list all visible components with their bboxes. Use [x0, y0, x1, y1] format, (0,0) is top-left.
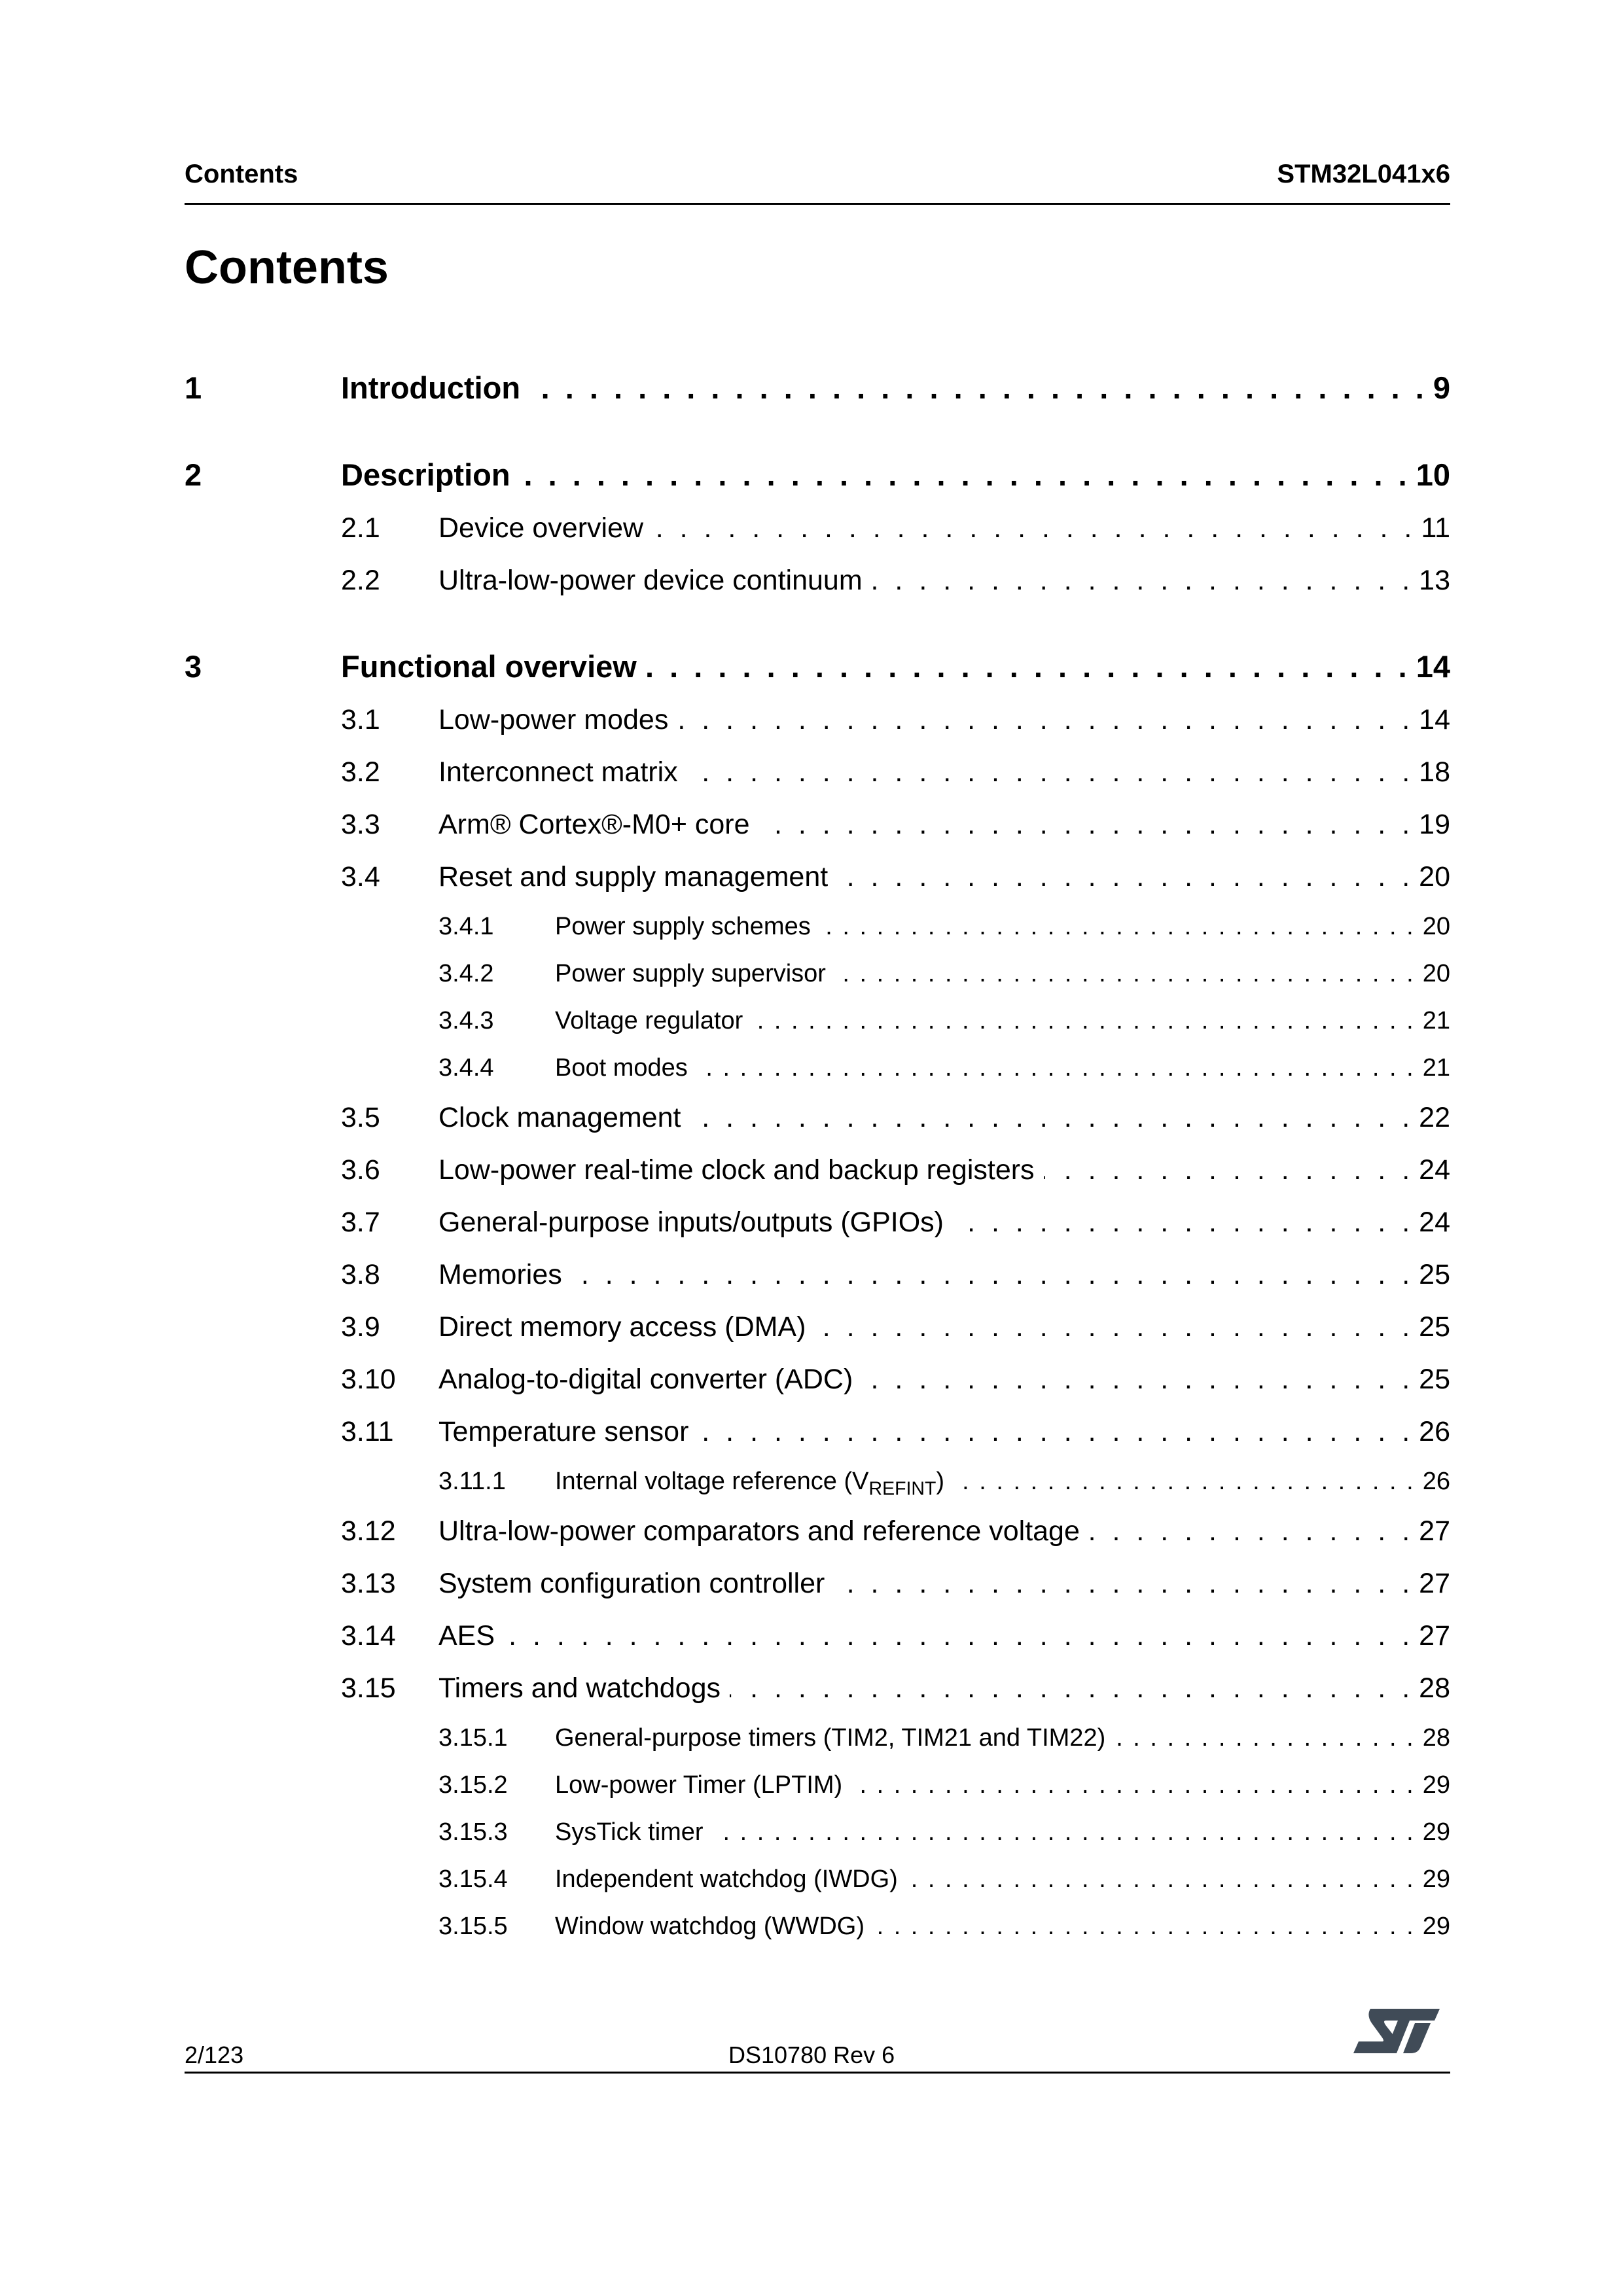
toc-entry[interactable] — [185, 1144, 1450, 1196]
toc-entry-page[interactable]: 9 — [1433, 370, 1450, 405]
toc-entry[interactable] — [185, 1610, 1450, 1662]
dot-leader — [815, 1311, 1410, 1343]
dot-leader — [759, 809, 1410, 841]
dot-leader — [687, 756, 1410, 788]
toc-entry-title[interactable] — [438, 1154, 1035, 1186]
st-logo-icon — [1352, 2007, 1444, 2055]
toc-entry-title[interactable] — [555, 1771, 842, 1799]
toc-entry-number: 2.2 — [341, 564, 380, 596]
toc-entry[interactable] — [185, 1248, 1450, 1301]
toc-entry-title[interactable] — [555, 913, 811, 941]
toc-entry[interactable] — [185, 639, 1450, 694]
header-part-number: STM32L041x6 — [1277, 160, 1450, 188]
toc-entry-title-text: Low-power real-time clock and backup registers — [438, 1154, 1035, 1186]
toc-entry-number: 2.1 — [341, 512, 380, 544]
dot-leader — [953, 1207, 1410, 1239]
toc-entry-number: 3.4.2 — [438, 959, 494, 987]
toc-entry-title-text: Memories — [438, 1258, 562, 1290]
toc-entry-number: 3.5 — [341, 1101, 380, 1133]
toc-entry-number: 3.15.1 — [438, 1723, 508, 1752]
toc-entry-page[interactable]: 28 — [1419, 1672, 1450, 1704]
toc-entry-number: 3.15.5 — [438, 1912, 508, 1940]
toc-entry-title-text: Temperature sensor — [438, 1415, 689, 1447]
toc-entry-page[interactable]: 29 — [1422, 1818, 1450, 1846]
toc-entry[interactable] — [185, 1091, 1450, 1144]
dot-leader — [529, 370, 1424, 406]
toc-entry-title-text: Ultra-low-power comparators and reference voltage — [438, 1515, 1080, 1547]
toc-entry-title[interactable] — [555, 1865, 898, 1894]
toc-entry-title[interactable] — [438, 1515, 1080, 1547]
toc-entry-title-text: Power supply schemes — [555, 912, 811, 940]
dot-leader — [835, 960, 1414, 988]
toc-entry-title[interactable] — [555, 1818, 704, 1846]
toc-entry-page[interactable]: 11 — [1421, 512, 1450, 544]
toc-entry[interactable] — [185, 1353, 1450, 1405]
toc-entry-title[interactable] — [438, 1207, 944, 1239]
toc-entry-page[interactable]: 20 — [1419, 860, 1450, 892]
footer-rule — [185, 2072, 1450, 2074]
dot-leader — [690, 1102, 1410, 1134]
toc-entry-page[interactable]: 25 — [1419, 1311, 1450, 1343]
toc-entry-number: 3.12 — [341, 1515, 396, 1547]
toc-entry-title[interactable] — [438, 1311, 806, 1343]
dot-leader — [907, 1865, 1414, 1894]
toc-entry-title[interactable] — [341, 370, 520, 406]
toc-entry[interactable] — [185, 448, 1450, 502]
toc-entry[interactable] — [185, 950, 1450, 997]
running-header — [185, 160, 1450, 194]
toc-entry-title-text: Analog-to-digital converter (ADC) — [438, 1363, 853, 1395]
toc-entry-title[interactable] — [438, 1102, 681, 1134]
header-section: Contents — [185, 160, 298, 188]
toc-entry-title[interactable] — [555, 1007, 743, 1035]
toc-entry[interactable] — [185, 903, 1450, 950]
toc-entry-title-end: ) — [936, 1467, 945, 1495]
toc-entry-number: 3.10 — [341, 1363, 396, 1395]
toc-entry-number: 2 — [185, 457, 202, 492]
dot-leader — [874, 1913, 1414, 1941]
dot-leader — [713, 1818, 1414, 1846]
dot-leader — [1089, 1515, 1410, 1547]
toc-entry-page[interactable]: 20 — [1422, 912, 1450, 940]
toc-entry-title-text: Timers and watchdogs — [438, 1672, 721, 1704]
toc-entry-number: 3.15.2 — [438, 1771, 508, 1799]
toc-entry-title-text: Description — [341, 457, 510, 492]
toc-entry-title-text: Ultra-low-power device continuum — [438, 564, 863, 596]
toc-entry-title-text: Voltage regulator — [555, 1006, 743, 1034]
toc-entry-page[interactable]: 14 — [1416, 649, 1450, 684]
dot-leader — [872, 565, 1410, 597]
toc-entry-number: 3.14 — [341, 1619, 396, 1651]
toc-entry[interactable] — [185, 1856, 1450, 1903]
toc-entry[interactable] — [185, 1196, 1450, 1248]
footer-page-number: 2/123 — [185, 2041, 244, 2068]
toc-entry-title-text: System configuration controller — [438, 1567, 825, 1599]
dot-leader — [837, 861, 1410, 893]
toc-entry-number: 3.4 — [341, 860, 380, 892]
toc-entry[interactable] — [185, 694, 1450, 746]
toc-entry-number: 3.8 — [341, 1258, 380, 1290]
toc-entry-title-text: Boot modes — [555, 1053, 688, 1082]
dot-leader — [697, 1054, 1414, 1082]
toc-entry-title[interactable] — [438, 1620, 495, 1652]
toc-entry-title[interactable] — [438, 1568, 825, 1600]
dot-leader — [851, 1771, 1414, 1799]
toc-entry-title-text: Reset and supply management — [438, 860, 829, 892]
toc-entry-title-text: Low-power modes — [438, 703, 669, 735]
toc-entry-page[interactable]: 27 — [1419, 1515, 1450, 1547]
toc-entry[interactable] — [185, 554, 1450, 607]
toc-entry-number: 3.2 — [341, 756, 380, 788]
toc-entry-title-text: General-purpose timers (TIM2, TIM21 and TIM22) — [555, 1723, 1106, 1752]
toc-entry-title-text: Direct memory access (DMA) — [438, 1311, 806, 1343]
toc-entry-title-text: Functional overview — [341, 649, 637, 684]
toc-entry-number: 3.9 — [341, 1311, 380, 1343]
toc-entry-number: 3.13 — [341, 1567, 396, 1599]
dot-leader — [698, 1416, 1410, 1448]
toc-entry-page[interactable]: 25 — [1419, 1258, 1450, 1290]
dot-leader — [1115, 1724, 1413, 1752]
toc-entry-title[interactable] — [438, 756, 678, 788]
toc-entry-title[interactable] — [438, 704, 668, 736]
toc-entry-title[interactable] — [555, 1724, 1105, 1752]
dot-leader — [652, 512, 1412, 544]
toc-entry-title-text: Internal voltage reference (V — [555, 1467, 869, 1495]
toc-entry[interactable] — [185, 851, 1450, 903]
toc-entry-title-text: SysTick timer — [555, 1818, 704, 1846]
toc-entry[interactable] — [185, 1505, 1450, 1557]
toc-entry-number: 3.7 — [341, 1206, 380, 1238]
dot-leader — [862, 1364, 1410, 1396]
toc-entry-number: 3.4.3 — [438, 1006, 494, 1034]
toc-entry-page[interactable]: 29 — [1422, 1865, 1450, 1893]
toc-entry-title-text: Window watchdog (WWDG) — [555, 1912, 865, 1940]
toc-entry-title[interactable] — [555, 1913, 865, 1941]
toc-entry-page[interactable]: 10 — [1416, 457, 1450, 492]
toc-entry[interactable] — [185, 1301, 1450, 1353]
toc-entry-page[interactable]: 21 — [1422, 1006, 1450, 1034]
toc-entry-title[interactable] — [438, 809, 750, 841]
toc-entry-number: 3.6 — [341, 1154, 380, 1186]
dot-leader — [820, 913, 1414, 941]
toc-entry-title[interactable] — [438, 1364, 853, 1396]
toc-entry-subscript: REFINT — [868, 1478, 936, 1500]
toc-entry[interactable] — [185, 361, 1450, 415]
header-rule — [185, 203, 1450, 205]
toc-entry-page[interactable]: 26 — [1422, 1467, 1450, 1495]
toc-entry-page[interactable]: 28 — [1422, 1723, 1450, 1752]
toc-entry-page[interactable]: 14 — [1419, 703, 1450, 735]
page-title: Contents — [185, 241, 389, 294]
toc-entry-title-text: Device overview — [438, 512, 644, 544]
toc-entry-page[interactable]: 27 — [1419, 1567, 1450, 1599]
toc-entry-number: 1 — [185, 370, 202, 405]
toc-entry-page[interactable]: 24 — [1419, 1206, 1450, 1238]
toc-entry-title[interactable] — [555, 960, 826, 988]
toc-entry-title[interactable] — [438, 565, 863, 597]
toc-entry-title[interactable] — [438, 1259, 562, 1291]
toc-entry[interactable] — [185, 1761, 1450, 1809]
dot-leader — [520, 457, 1407, 493]
toc-entry-title-text: Arm® Cortex®-M0+ core — [438, 808, 750, 840]
dot-leader — [752, 1007, 1413, 1035]
toc-entry-page[interactable]: 27 — [1419, 1619, 1450, 1651]
toc-entry-page[interactable]: 22 — [1419, 1101, 1450, 1133]
toc-entry-number: 3.15.3 — [438, 1818, 508, 1846]
footer-doc-id: DS10780 Rev 6 — [728, 2041, 895, 2068]
toc-entry-title-text: Low-power Timer (LPTIM) — [555, 1771, 843, 1799]
dot-leader — [834, 1568, 1410, 1600]
dot-leader — [1044, 1154, 1410, 1186]
toc-entry-title-text: Power supply supervisor — [555, 959, 826, 987]
toc-entry-page[interactable]: 20 — [1422, 959, 1450, 987]
toc-entry-number: 3.15.4 — [438, 1865, 508, 1893]
toc-entry-number: 3 — [185, 649, 202, 684]
toc-entry-title[interactable] — [438, 861, 828, 893]
toc-entry[interactable] — [185, 1458, 1450, 1505]
toc-entry-page[interactable]: 13 — [1419, 564, 1450, 596]
toc-entry-title-text: AES — [438, 1619, 495, 1651]
table-of-contents — [185, 361, 1450, 1950]
toc-entry-title[interactable] — [438, 512, 643, 544]
toc-entry-title[interactable] — [438, 1672, 721, 1704]
toc-entry-title-text: Clock management — [438, 1101, 681, 1133]
toc-entry[interactable] — [185, 997, 1450, 1044]
toc-entry-page[interactable]: 21 — [1422, 1053, 1450, 1082]
toc-entry-title[interactable] — [555, 1054, 688, 1082]
dot-leader — [954, 1468, 1414, 1496]
toc-entry-page[interactable]: 29 — [1422, 1912, 1450, 1940]
toc-entry-page[interactable]: 19 — [1419, 808, 1450, 840]
dot-leader — [646, 648, 1407, 684]
toc-entry[interactable] — [185, 1903, 1450, 1950]
toc-entry-page[interactable]: 26 — [1419, 1415, 1450, 1447]
toc-entry[interactable] — [185, 798, 1450, 851]
toc-entry[interactable] — [185, 1662, 1450, 1714]
toc-entry-page[interactable]: 18 — [1419, 756, 1450, 788]
toc-entry-page[interactable]: 25 — [1419, 1363, 1450, 1395]
dot-leader — [677, 704, 1410, 736]
toc-entry[interactable] — [185, 1405, 1450, 1458]
toc-entry[interactable] — [185, 502, 1450, 554]
toc-entry-title-text: General-purpose inputs/outputs (GPIOs) — [438, 1206, 944, 1238]
toc-entry-number: 3.4.4 — [438, 1053, 494, 1082]
toc-entry[interactable] — [185, 1809, 1450, 1856]
toc-entry-number: 3.15 — [341, 1672, 396, 1704]
toc-entry[interactable] — [185, 1714, 1450, 1761]
toc-entry-title[interactable] — [555, 1467, 945, 1500]
toc-entry-number: 3.1 — [341, 703, 380, 735]
toc-entry-number: 3.11 — [341, 1415, 394, 1447]
dot-leader — [730, 1672, 1410, 1704]
dot-leader — [504, 1620, 1410, 1652]
toc-entry[interactable] — [185, 1557, 1450, 1610]
toc-entry-title[interactable] — [341, 648, 637, 684]
toc-entry-title[interactable] — [341, 457, 510, 493]
toc-entry-title-text: Introduction — [341, 370, 521, 405]
toc-entry-number: 3.3 — [341, 808, 380, 840]
toc-entry-title-text: Independent watchdog (IWDG) — [555, 1865, 898, 1893]
dot-leader — [571, 1259, 1410, 1291]
toc-entry-number: 3.4.1 — [438, 912, 494, 940]
toc-entry-page[interactable]: 24 — [1419, 1154, 1450, 1186]
toc-entry-number: 3.11.1 — [438, 1467, 506, 1495]
toc-entry-title[interactable] — [438, 1416, 688, 1448]
toc-entry[interactable] — [185, 746, 1450, 798]
toc-entry[interactable] — [185, 1044, 1450, 1091]
toc-entry-page[interactable]: 29 — [1422, 1771, 1450, 1799]
toc-entry-title-text: Interconnect matrix — [438, 756, 678, 788]
